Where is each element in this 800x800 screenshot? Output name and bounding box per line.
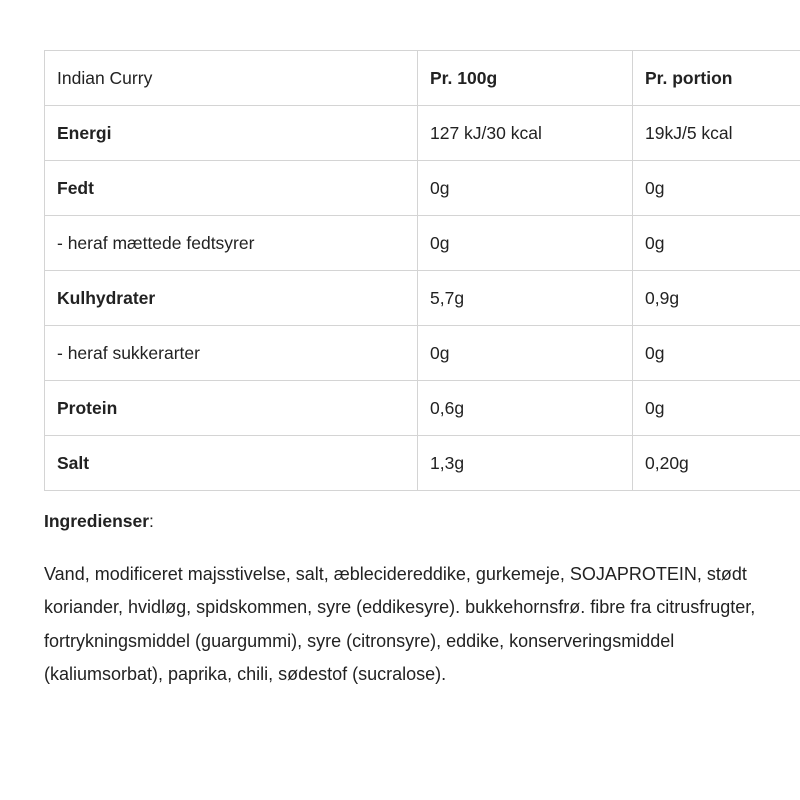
table-row	[45, 326, 800, 381]
table-header-product-name: Indian Curry	[45, 51, 418, 106]
nutrient-label: Protein	[45, 381, 418, 436]
table-row	[45, 216, 800, 271]
nutrient-value-per-portion: 0g	[633, 381, 800, 436]
nutrient-label: - heraf mættede fedtsyrer	[45, 216, 418, 271]
ingredients-heading-label: Ingredienser	[44, 511, 150, 531]
nutrient-value-per-100g: 5,7g	[418, 271, 633, 326]
nutrient-label: Fedt	[45, 161, 418, 216]
nutrient-value-per-portion: 19kJ/5 kcal	[633, 106, 800, 161]
nutrient-value-per-portion: 0g	[633, 161, 800, 216]
table-row	[45, 436, 800, 491]
nutrient-value-per-100g: 0g	[418, 161, 633, 216]
nutrient-value-per-100g: 127 kJ/30 kcal	[418, 106, 633, 161]
nutrition-table-body	[45, 51, 800, 491]
table-header-per-portion: Pr. portion	[633, 51, 800, 106]
table-header-per-100g: Pr. 100g	[418, 51, 633, 106]
nutrition-table	[44, 50, 800, 491]
nutrient-value-per-100g: 0g	[418, 326, 633, 381]
nutrient-value-per-portion: 0g	[633, 326, 800, 381]
table-row	[45, 271, 800, 326]
nutrient-value-per-portion: 0,9g	[633, 271, 800, 326]
table-header-row	[45, 51, 800, 106]
nutrient-value-per-portion: 0,20g	[633, 436, 800, 491]
ingredients-heading-colon: :	[149, 511, 154, 531]
nutrient-value-per-100g: 0,6g	[418, 381, 633, 436]
nutrient-value-per-100g: 0g	[418, 216, 633, 271]
table-row	[45, 381, 800, 436]
nutrient-value-per-100g: 1,3g	[418, 436, 633, 491]
nutrient-label: Salt	[45, 436, 418, 491]
ingredients-text: Vand, modificeret majsstivelse, salt, æblecidereddike, gurkemeje, SOJAPROTEIN, stødt koriander, hvidløg, spidskommen, syre (eddikesyre). bukkehornsfrø. fibre fra citrusfrugter, fortrykningsmiddel (guargummi), syre (citronsyre), eddike, konserveringsmiddel (kaliumsorbat), paprika, chili, sødestof (sucralose).	[44, 564, 756, 684]
nutrient-label: - heraf sukkerarter	[45, 326, 418, 381]
table-row	[45, 106, 800, 161]
ingredients-heading	[44, 511, 756, 532]
table-row	[45, 161, 800, 216]
nutrient-label: Energi	[45, 106, 418, 161]
nutrient-label: Kulhydrater	[45, 271, 418, 326]
nutrient-value-per-portion: 0g	[633, 216, 800, 271]
